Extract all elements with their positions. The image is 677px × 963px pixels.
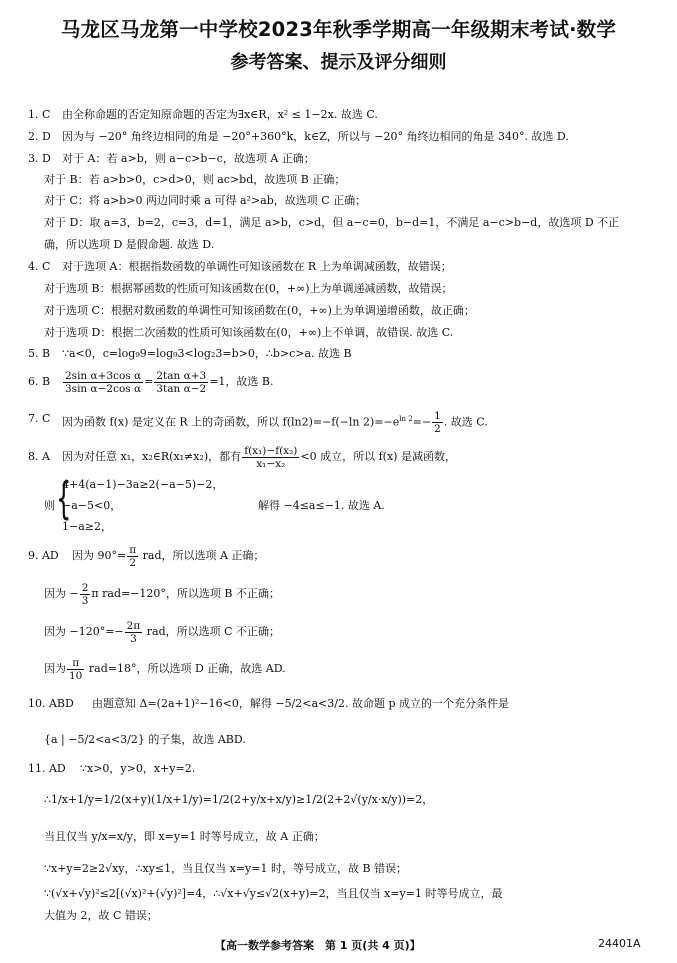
answer-text: 对于选项 A：根据指数函数的单调性可知该函数在 R 上为单调减函数，故错误； [62,260,452,273]
answer-text: ∵(√x+√y)²≤2[(√x)²+(√y)²]=4，∴√x+√y≤√2(x+y)=2，当且仅当 x=y=1 时等号成立，最 [44,887,503,900]
answer-text: 对于选项 C：根据对数函数的单调性可知该函数在(0，+∞)上为单调递增函数，故正确； [44,304,475,317]
answer-number: 11. AD [28,762,66,775]
answer-number: 4. C [28,260,51,273]
fraction: $\frac{2}{3}$ [81,581,89,607]
answer-text: {a | −5/2<a<3/2} 的子集，故选 ABD. [44,733,246,746]
footer-page-info: 【高一数学参考答案 第 1 页(共 4 页)】 [215,939,421,952]
answer-number: 1. C [28,108,51,121]
answer-text: 对于 B：若 a>b>0，c>d>0，则 ac>bd，故选项 B 正确； [44,173,346,186]
fraction: $\frac{\pi}{2}$ [129,543,137,569]
document-title: 马龙区马龙第一中学校2023年秋季学期高一年级期末考试·数学 [60,18,617,41]
answer-text: 对于 C：将 a>b>0 两边同时乘 a 可得 a²>ab，故选项 C 正确； [44,194,367,207]
answer-text: ∵x>0，y>0，x+y=2. [80,762,196,775]
answer-text: 当且仅当 y/x=x/y，即 x=y=1 时等号成立，故 A 正确； [44,830,325,843]
answer-number: 5. B [28,347,51,360]
answer-number: 7. C [28,412,51,425]
answer-text: ∵x+y=2≥2√xy，∴xy≤1，当且仅当 x=y=1 时，等号成立，故 B 错误； [44,862,408,875]
answer-text: 由全称命题的否定知原命题的否定为∃x∈R，x² ≤ 1−2x. 故选 C. [62,108,378,121]
fraction: $\frac{\text{2sin α+3cos α}}{\text{3sin α−2cos α}}$ [65,369,142,395]
brace-symbol: { [56,473,72,524]
answer-text: 对于选项 B：根据幂函数的性质可知该函数在(0，+∞)上为单调递减函数，故错误； [44,282,453,295]
answer-text: 对于 D：取 a=3，b=2，c=3，d=1，满足 a>b，c>d，但 a−c=0，b−d=1，不满足 a−c>b−d，故选项 D 不正 [44,216,620,229]
fraction: $\frac{\text{2tan α+3}}{\text{3tan α−2}}$ [156,369,207,395]
answer-text: ∴1/x+1/y=1/2(x+y)(1/x+1/y)=1/2(2+y/x+x/y)≥1/2(2+2√(y/x·x/y))=2， [44,793,434,806]
footer-code: 24401A [598,937,641,950]
answer-text: 对于 A：若 a>b，则 a−c>b−c，故选项 A 正确； [62,152,315,165]
answer-text: 因为与 −20° 角终边相同的角是 −20°+360°k，k∈Z，所以与 −20° 角终边相同的角是 340°. 故选 D. [62,130,569,143]
answer-number: 8. A [28,450,50,463]
answer-number: 10. ABD [28,697,74,710]
answer-number: 2. D [28,130,51,143]
answer-text: ∵a<0，c=log₉9=log₉3<log₂3=b>0，∴b>c>a. 故选 B [62,347,352,360]
fraction: $\frac{\pi}{10}$ [69,656,83,682]
answer-text: 确，所以选项 D 是假命题. 故选 D. [44,238,215,251]
answer-number: 3. D [28,152,51,165]
document-subtitle: 参考答案、提示及评分细则 [230,52,447,73]
answer-number: 6. B [28,375,51,388]
answer-text: 由题意知 Δ=(2a+1)²−16<0，解得 −5/2<a<3/2. 故命题 p 成立的一个充分条件是 [92,697,509,710]
answer-text: 大值为 2，故 C 错误； [44,909,158,922]
fraction: $\frac{1}{2}$ [434,410,441,436]
answer-text: 对于选项 D：根据二次函数的性质可知该函数在(0，+∞)上不单调，故错误. 故选 C. [44,326,454,339]
fraction: $\frac{\text{f(x₁)−f(x₂)}}{\text{x₁−x₂}}$ [244,444,298,470]
answer-number: 9. AD [28,549,59,562]
fraction: $\frac{2\pi}{3}$ [126,619,141,645]
